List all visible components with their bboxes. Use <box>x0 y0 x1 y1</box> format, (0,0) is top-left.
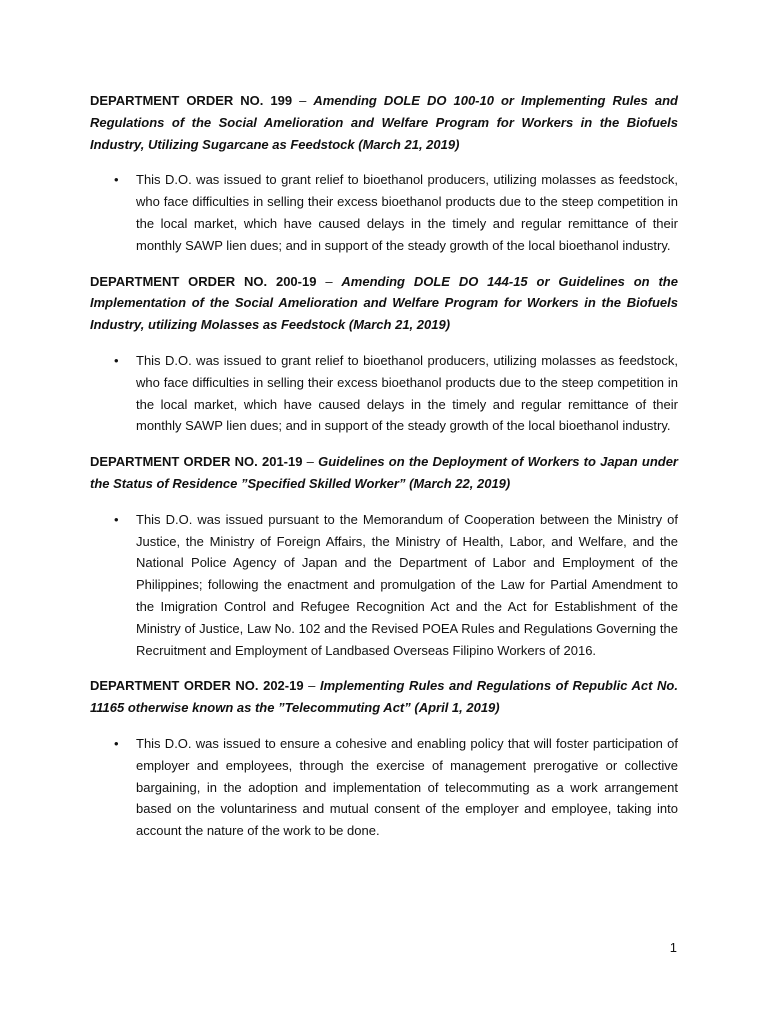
dash-separator: – <box>292 93 314 108</box>
bullet-item <box>90 169 678 256</box>
bullet-item <box>90 350 678 437</box>
bullet-item <box>90 733 678 842</box>
bullet-icon: • <box>114 735 119 751</box>
bullet-list <box>90 733 678 842</box>
order-heading <box>90 271 678 336</box>
department-order-199 <box>90 90 678 257</box>
bullet-item <box>90 509 678 662</box>
order-title: Amending DOLE DO 100-10 or Implementing Rules and Regulations of the Social Amelioration and Welfare Program for Workers in the Biofuels Industry, Utilizing Sugarcane as Feedstock (March 21, 2019) <box>90 93 678 152</box>
dash-separator: – <box>302 454 319 470</box>
order-heading <box>90 90 678 155</box>
order-title: Amending DOLE DO 144-15 or Guidelines on the Implementation of the Social Amelioration and Welfare Program for Workers in the Biofuels Industry, utilizing Molasses as Feedstock (March 21, 2019) <box>90 273 678 333</box>
bullet-text: This D.O. was issued to ensure a cohesive and enabling policy that will foster participation of employer and employees, through the exercise of management prerogative or collective bargaining, in the adoption and implementation of telecommuting as a work arrangement based on the voluntariness and mutual consent of the employer and employee, taking into account the nature of the work to be done. <box>136 735 678 839</box>
bullet-text: This D.O. was issued pursuant to the Memorandum of Cooperation between the Ministry of Justice, the Ministry of Foreign Affairs, the Ministry of Health, Labor, and Welfare, and the National Police Agency of Japan and the Department of Labor and Employment of the Philippines; following the enactment and promulgation of the Law for Partial Amendment to the Imigration Control and Refugee Recognition Act and the Act for Establishment of the Ministry of Justice, Law No. 102 and the Revised POEA Rules and Regulations Governing the Recruitment and Employment of Landbased Overseas Filipino Workers of 2016. <box>136 511 678 658</box>
dash-separator: – <box>316 273 342 289</box>
order-title: Guidelines on the Deployment of Workers to Japan under the Status of Residence ”Specified Skilled Worker” (March 22, 2019) <box>90 454 678 491</box>
order-title: Implementing Rules and Regulations of Republic Act No. 11165 otherwise known as the ”Telecommuting Act” (April 1, 2019) <box>90 678 678 716</box>
bullet-list <box>90 509 678 662</box>
department-order-200-19 <box>90 271 678 438</box>
page-number: 1 <box>669 940 677 955</box>
department-order-202-19 <box>90 675 678 842</box>
order-heading <box>90 675 678 719</box>
bullet-text: This D.O. was issued to grant relief to bioethanol producers, utilizing molasses as feedstock, who face difficulties in selling their excess bioethanol products due to the steep competition in the local market, which have caused delays in the timely and regular remittance of their monthly SAWP lien dues; and in support of the steady growth of the local bioethanol industry. <box>136 172 678 253</box>
bullet-list <box>90 350 678 437</box>
department-order-201-19 <box>90 451 678 661</box>
bullet-list <box>90 169 678 256</box>
dash-separator: – <box>303 678 320 694</box>
bullet-icon: • <box>114 511 119 527</box>
order-number: DEPARTMENT ORDER NO. 200-19 <box>90 273 317 289</box>
order-number: DEPARTMENT ORDER NO. 202-19 <box>90 678 304 694</box>
order-number: DEPARTMENT ORDER NO. 201-19 <box>90 454 303 470</box>
order-number: DEPARTMENT ORDER NO. 199 <box>90 93 293 108</box>
bullet-text: This D.O. was issued to grant relief to bioethanol producers, utilizing molasses as feedstock, who face difficulties in selling their excess bioethanol products due to the steep competition in the local market, which have caused delays in the timely and regular remittance of their monthly SAWP lien dues; and in support of the steady growth of the local bioethanol industry. <box>136 352 678 434</box>
order-heading <box>90 451 678 495</box>
bullet-icon: • <box>114 172 119 188</box>
bullet-icon: • <box>114 352 119 368</box>
document-page <box>90 90 678 856</box>
